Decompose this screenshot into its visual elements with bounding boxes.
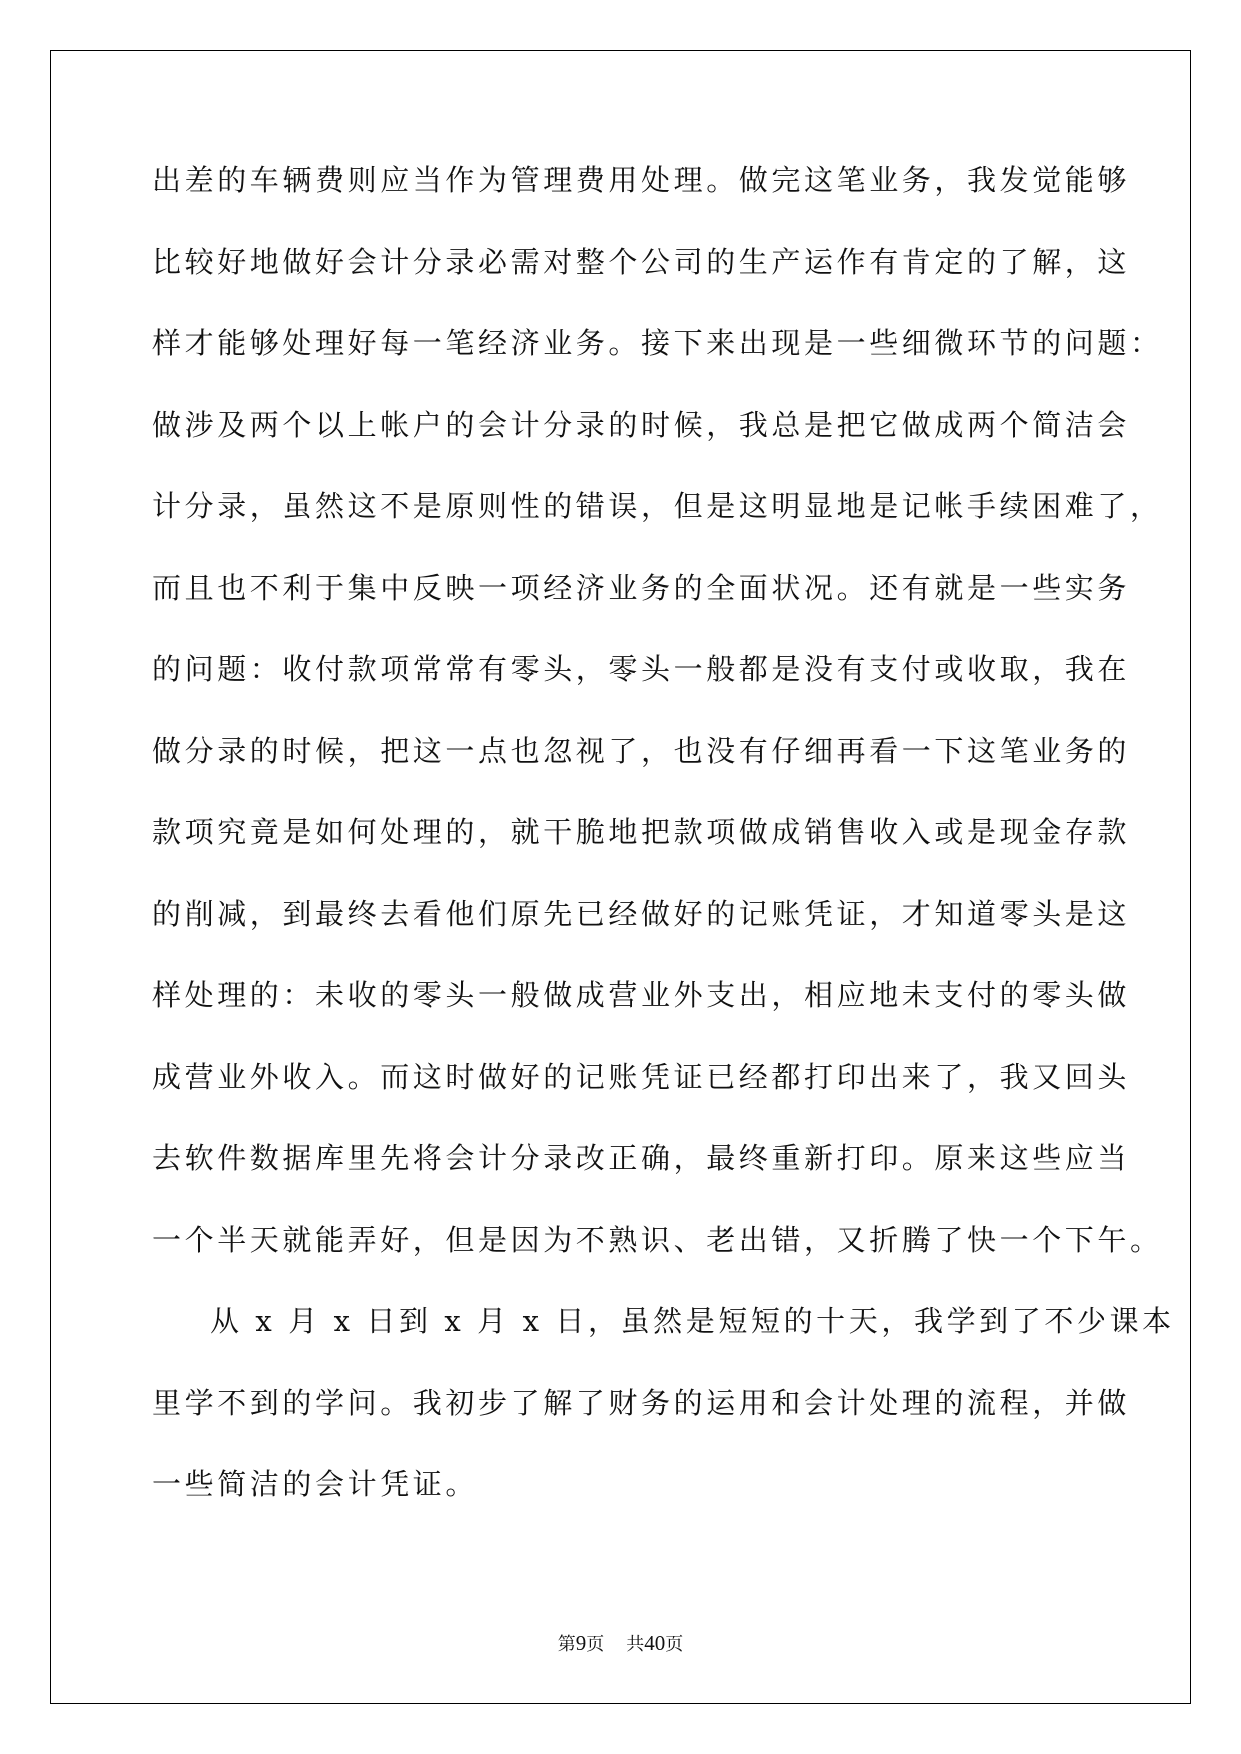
- text-line: 做涉及两个以上帐户的会计分录的时候，我总是把它做成两个简洁会: [152, 407, 1131, 442]
- text-line: 一些简洁的会计凭证。: [152, 1467, 479, 1501]
- text-line: 计分录，虽然这不是原则性的错误，但是这明显地是记帐手续困难了，: [152, 489, 1163, 523]
- page-unit: 页: [586, 1634, 605, 1655]
- text-line: 款项究竟是如何处理的，就干脆地把款项做成销售收入或是现金存款: [152, 815, 1131, 849]
- text-line: 里学不到的学问。我初步了解了财务的运用和会计处理的流程，并做: [152, 1385, 1131, 1420]
- page-number: 9: [575, 1631, 587, 1655]
- page-footer: [0, 1630, 1241, 1656]
- page-prefix: 第: [557, 1634, 576, 1655]
- total-unit: 页: [665, 1634, 684, 1655]
- text-line: 去软件数据库里先将会计分录改正确，最终重新打印。原来这些应当: [152, 1141, 1131, 1175]
- text-line: 的削减，到最终去看他们原先已经做好的记账凭证，才知道零头是这: [152, 896, 1131, 931]
- total-pages: 40: [644, 1631, 666, 1655]
- text-line: 的问题：收付款项常常有零头，零头一般都是没有支付或收取，我在: [152, 652, 1131, 686]
- text-line: 做分录的时候，把这一点也忽视了，也没有仔细再看一下这笔业务的: [152, 733, 1131, 768]
- text-line: 样处理的：未收的零头一般做成营业外支出，相应地未支付的零头做: [152, 978, 1131, 1012]
- text-line: 样才能够处理好每一笔经济业务。接下来出现是一些细微环节的问题：: [152, 326, 1163, 360]
- text-line: 成营业外收入。而这时做好的记账凭证已经都打印出来了，我又回头: [152, 1059, 1131, 1094]
- paragraph-start-line: 从 x 月 x 日到 x 月 x 日，虽然是短短的十天，我学到了不少课本: [210, 1304, 1175, 1338]
- text-line: 一个半天就能弄好，但是因为不熟识、老出错，又折腾了快一个下午。: [152, 1222, 1163, 1257]
- total-prefix: 共: [626, 1634, 645, 1655]
- text-line: 比较好地做好会计分录必需对整个公司的生产运作有肯定的了解，这: [152, 244, 1131, 279]
- text-line: 出差的车辆费则应当作为管理费用处理。做完这笔业务，我发觉能够: [152, 163, 1131, 197]
- document-body: [152, 160, 1175, 1546]
- text-line: 而且也不利于集中反映一项经济业务的全面状况。还有就是一些实务: [152, 570, 1131, 605]
